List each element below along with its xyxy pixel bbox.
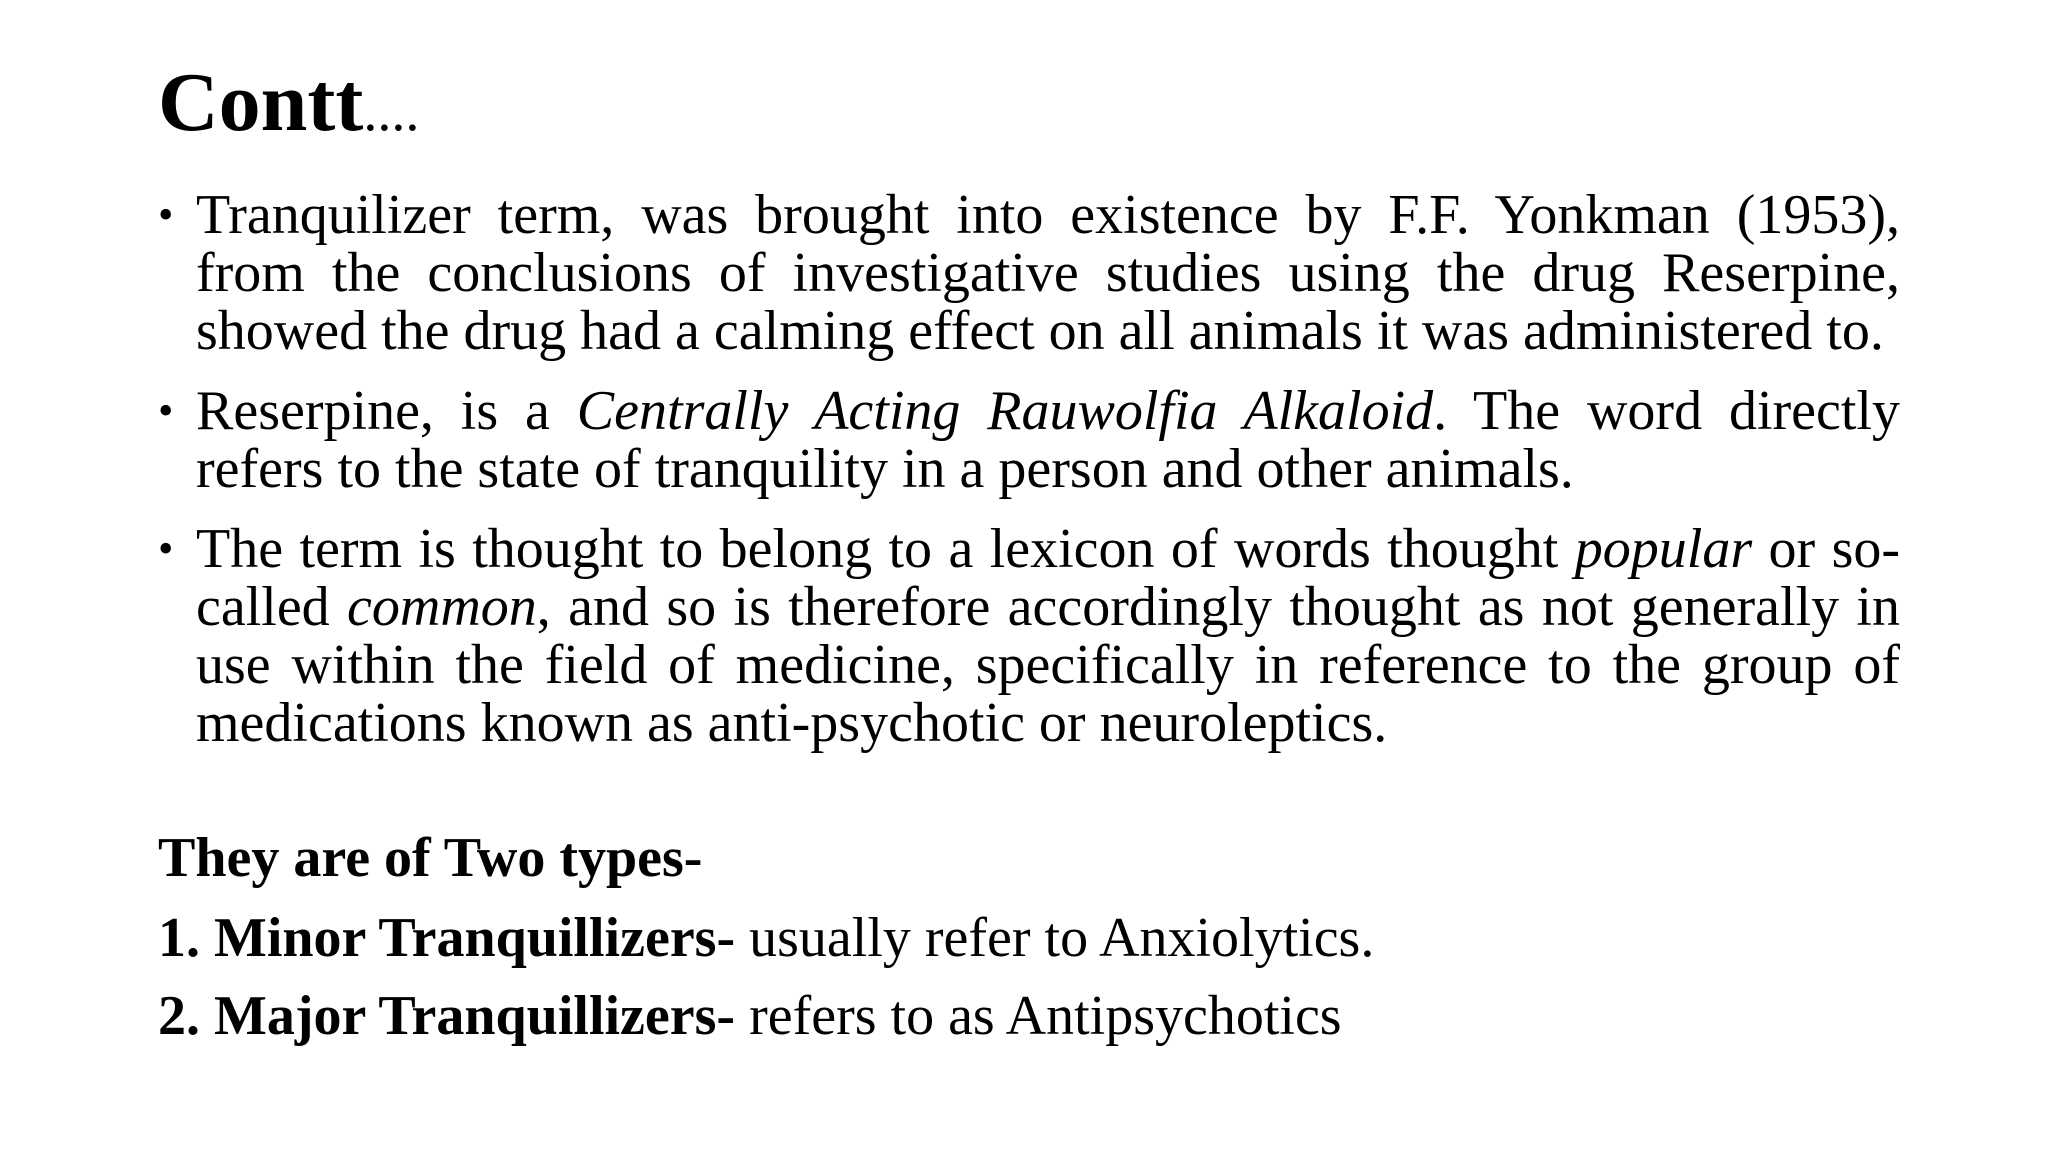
bullet-text-segment: , and so is therefore accordingly thought as not generally in use within the field of medicine, specifically in reference to the group of medications known as anti-psychotic or neuroleptics. — [196, 576, 1900, 754]
bullet-marker: • — [158, 190, 174, 239]
bullet-item — [158, 186, 1900, 360]
bullet-marker: • — [158, 386, 174, 435]
bullet-text-italic: common — [347, 576, 537, 638]
type-item-minor — [158, 906, 1374, 970]
type-item-major — [158, 984, 1342, 1048]
bullet-list — [158, 186, 1900, 774]
bullet-text-segment: or so-called — [196, 518, 1901, 638]
types-heading: They are of Two types- — [158, 827, 703, 889]
bullet-item — [158, 520, 1900, 752]
bullet-item — [158, 382, 1900, 498]
bullet-text-segment: Reserpine, is a — [196, 380, 577, 442]
bullet-text-segment: Tranquilizer term, was brought into existence by F.F. Yonkman (1953), from the conclusions of investigative studies using the drug Reserpine, showed the drug had a calming effect on all animals it was administered to. — [196, 184, 1900, 362]
slide-title — [158, 58, 419, 157]
type-item-description: usually refer to Anxiolytics. — [735, 907, 1375, 969]
slide-title-main: Contt — [158, 56, 364, 149]
type-item-label: 1. Minor Tranquillizers- — [158, 907, 736, 969]
bullet-marker: • — [158, 524, 174, 573]
bullet-text-segment: The term is thought to belong to a lexicon of words thought — [196, 518, 1575, 580]
bullet-text — [196, 382, 1900, 498]
type-item-description: refers to as Antipsychotics — [735, 985, 1342, 1047]
bullet-text-italic: popular — [1574, 518, 1753, 580]
slide-title-dots: .... — [363, 81, 420, 143]
bullet-text — [196, 520, 1900, 752]
bullet-text — [196, 186, 1900, 360]
type-item-label: 2. Major Tranquillizers- — [158, 985, 736, 1047]
bullet-text-italic: Centrally Acting Rauwolfia Alkaloid — [576, 380, 1434, 442]
bullet-text-segment: . The word directly refers to the state of tranquility in a person and other animals. — [196, 380, 1900, 500]
